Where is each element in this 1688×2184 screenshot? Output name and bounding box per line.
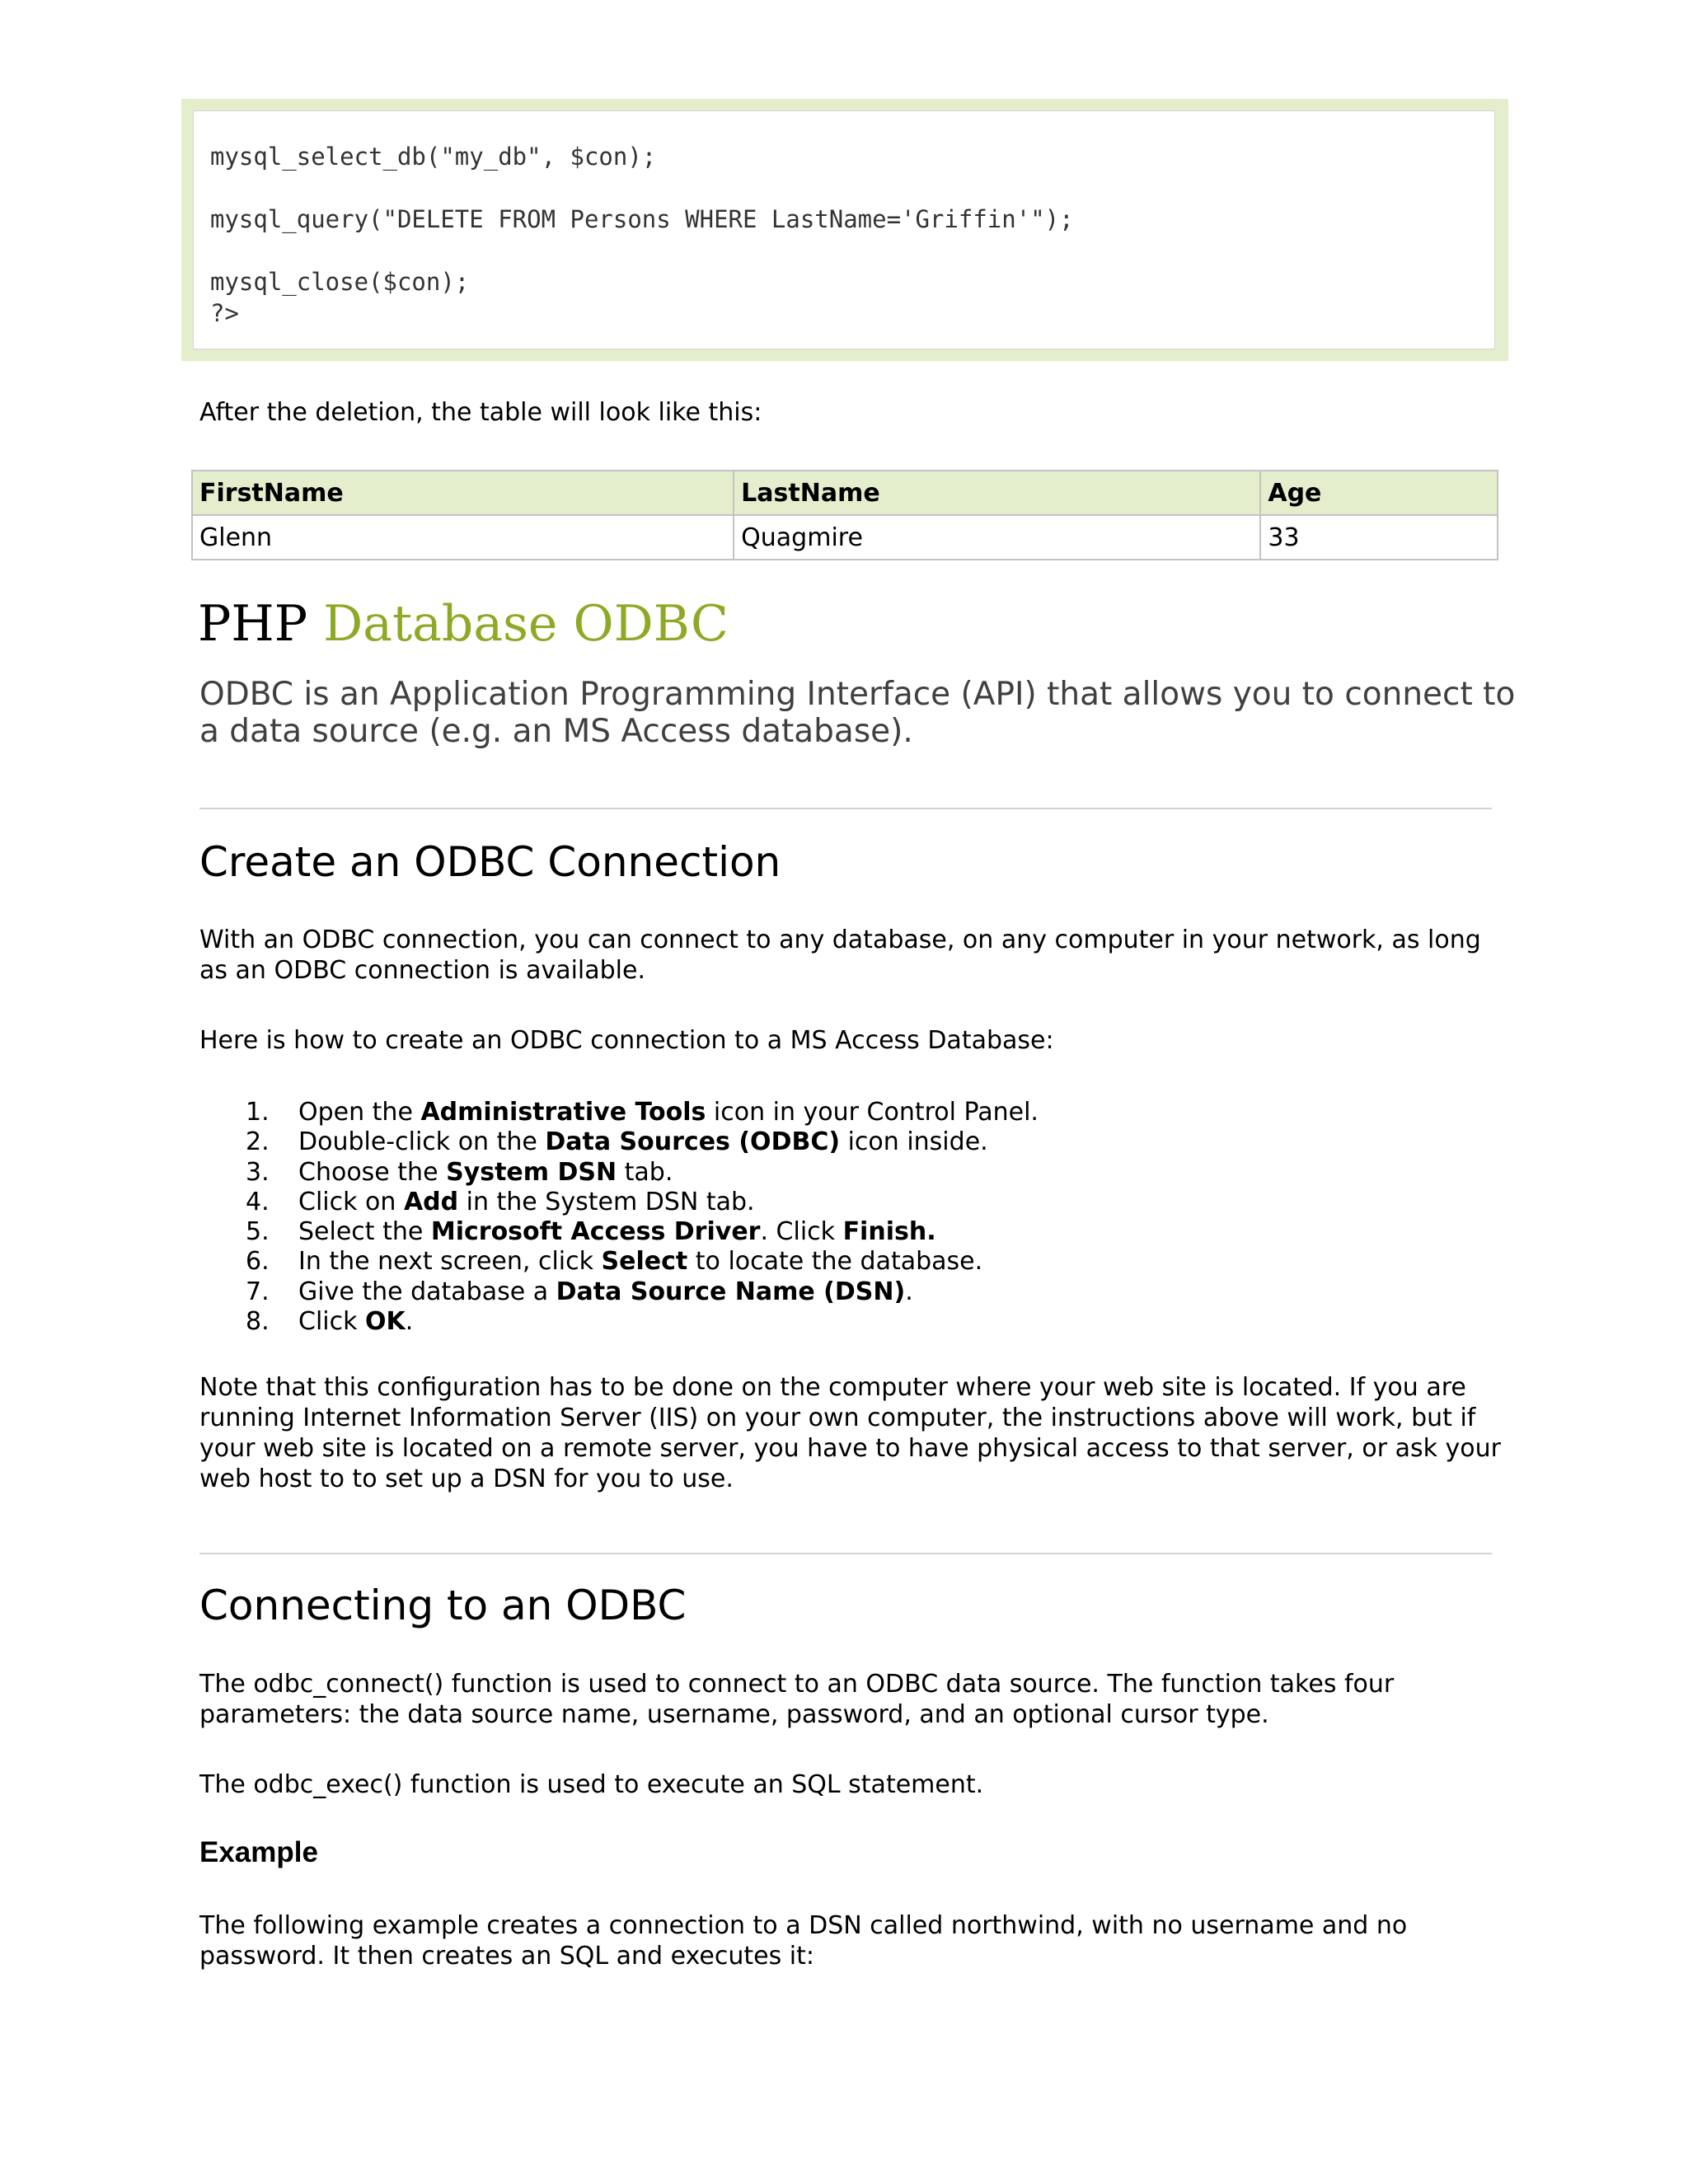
after-deletion-text: After the deletion, the table will look like this:	[199, 398, 762, 427]
persons-table	[191, 470, 1498, 560]
list-item: 6. In the next screen, click Select to locate the database.	[246, 1247, 983, 1277]
table-cell: Quagmire	[734, 515, 1260, 560]
list-item: 1. Open the Administrative Tools icon in your Control Panel.	[246, 1098, 1039, 1127]
code-line: mysql_query("DELETE FROM Persons WHERE LastName='Griffin'");	[210, 205, 1074, 233]
list-item: 2. Double-click on the Data Sources (ODBC) icon inside.	[246, 1127, 988, 1157]
table-cell: 33	[1260, 515, 1498, 560]
steps-list	[199, 1098, 1502, 1337]
table-row	[192, 515, 1498, 560]
section1-paragraph: With an ODBC connection, you can connect to any database, on any computer in your network, as long as an ODBC connection is available.	[199, 926, 1481, 985]
divider	[199, 1553, 1492, 1554]
column-header-age: Age	[1260, 471, 1498, 515]
column-header-lastname: LastName	[734, 471, 1260, 515]
list-item: 7. Give the database a Data Source Name (DSN).	[246, 1277, 913, 1306]
section-heading-connecting-odbc: Connecting to an ODBC	[199, 1582, 687, 1629]
divider	[199, 808, 1492, 809]
list-item: 3. Choose the System DSN tab.	[246, 1157, 673, 1187]
code-line: mysql_select_db("my_db", $con);	[210, 143, 657, 171]
section1-note: Note that this configuration has to be done on the computer where your web site is located. If you are running Internet Information Server (IIS) on your own computer, the instructions above will work, but if your web site is located on a remote server, you have to have physical access to that server, or ask your web host to to set up a DSN for you to use.	[199, 1373, 1501, 1493]
intro-text: ODBC is an Application Programming Interface (API) that allows you to connect to a data source (e.g. an MS Access database).	[199, 676, 1516, 750]
column-header-firstname: FirstName	[192, 471, 734, 515]
page-title-part1: PHP	[198, 595, 308, 653]
page-title-accent: Database ODBC	[323, 595, 729, 653]
table-cell: Glenn	[192, 515, 734, 560]
list-item: 8. Click OK.	[246, 1307, 414, 1337]
code-line: ?>	[210, 299, 239, 327]
section-heading-create-odbc: Create an ODBC Connection	[199, 838, 781, 886]
section2-paragraph: The odbc_connect() function is used to connect to an ODBC data source. The function takes four parameters: the data source name, username, password, and an optional cursor type.	[199, 1670, 1395, 1729]
code-line: mysql_close($con);	[210, 268, 470, 296]
list-item: 5. Select the Microsoft Access Driver. Click Finish.	[246, 1217, 936, 1247]
example-heading: Example	[199, 1836, 318, 1868]
section2-exec-text: The odbc_exec() function is used to execute an SQL statement.	[199, 1770, 984, 1799]
section1-howto-text: Here is how to create an ODBC connection to a MS Access Database:	[199, 1026, 1054, 1055]
page-title	[198, 595, 729, 653]
example-description: The following example creates a connection to a DSN called northwind, with no username and no password. It then creates an SQL and executes it:	[199, 1911, 1408, 1971]
list-item: 4. Click on Add in the System DSN tab.	[246, 1187, 755, 1216]
code-block	[193, 110, 1495, 349]
table-header-row	[192, 471, 1498, 515]
code-example-box	[181, 99, 1508, 361]
